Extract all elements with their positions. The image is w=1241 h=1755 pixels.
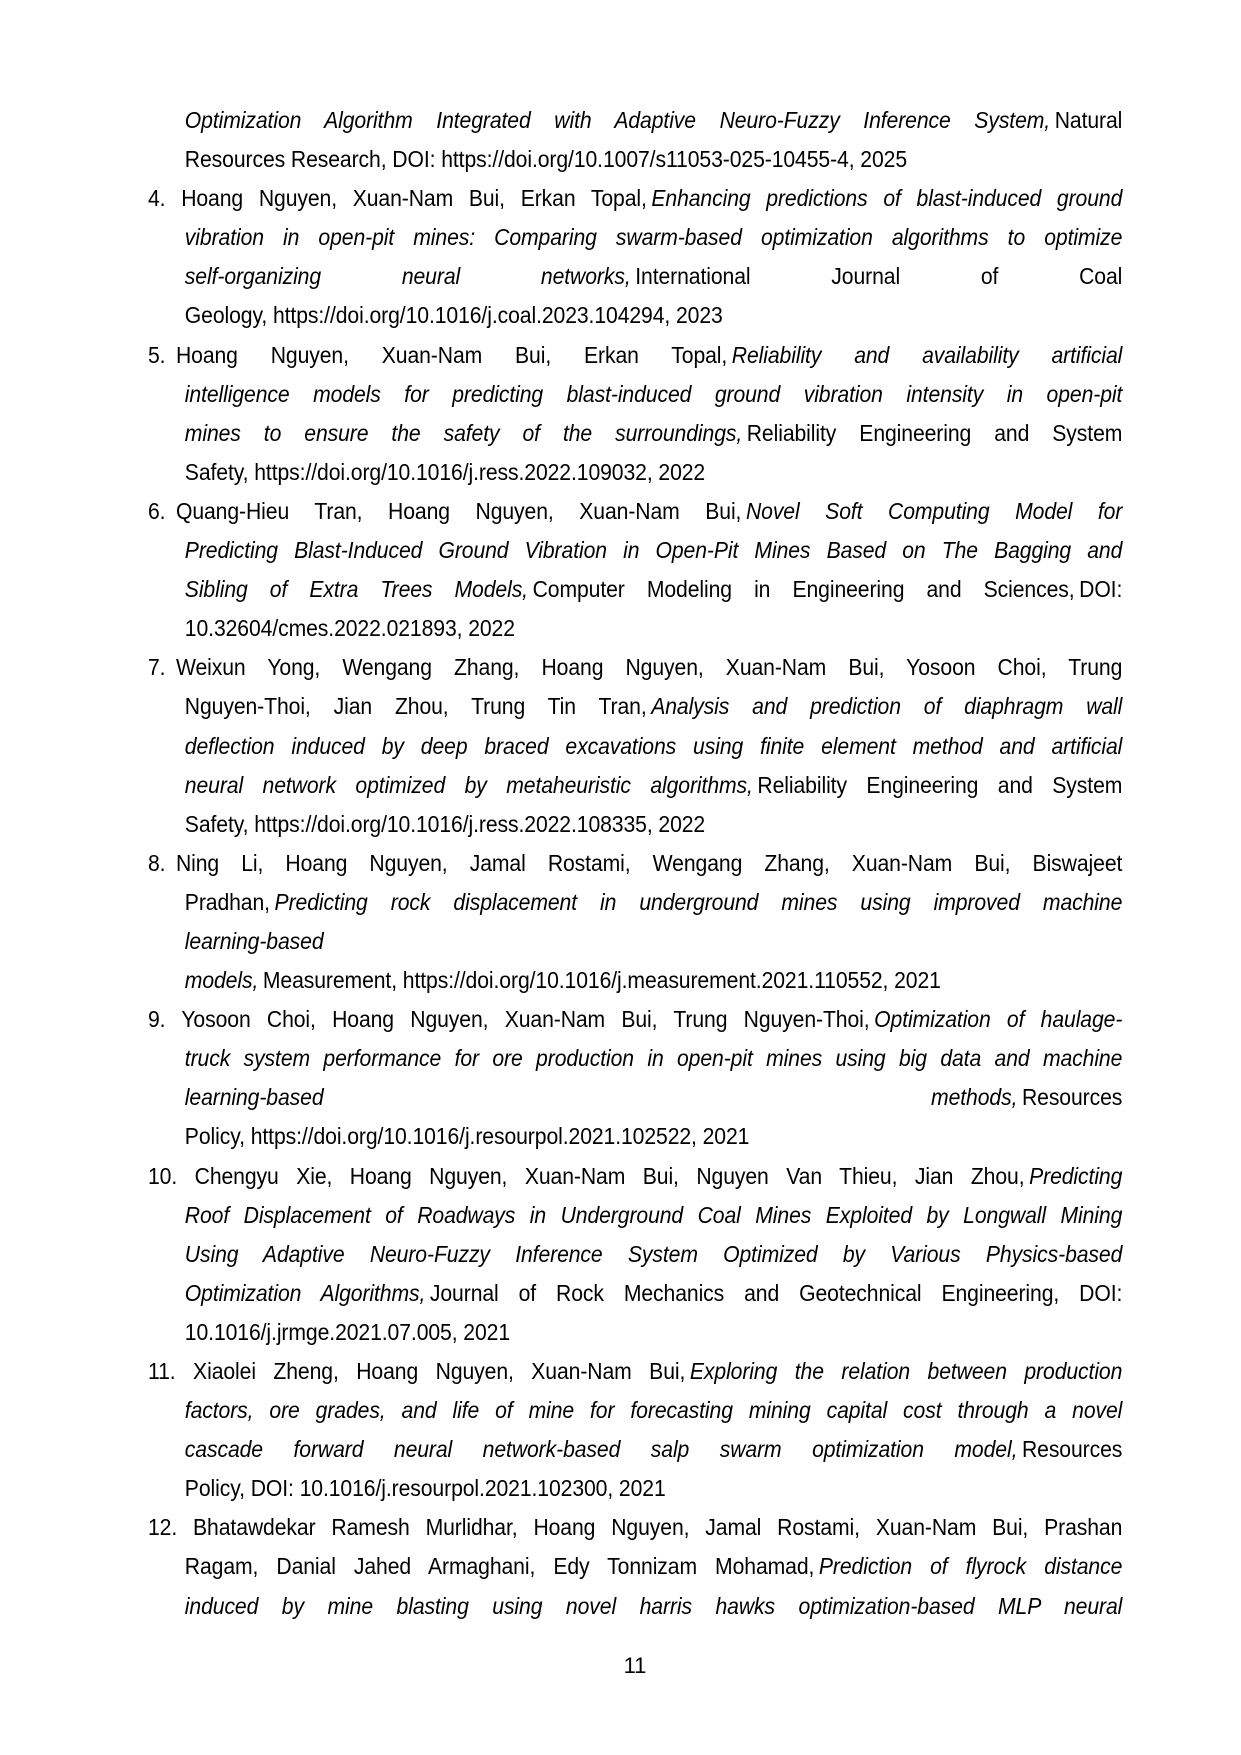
- text-run: Analysis and prediction of diaphragm wall: [651, 693, 1123, 720]
- reference-line: [185, 1587, 1122, 1626]
- reference-line: [148, 648, 1122, 687]
- reference-line: [148, 1508, 1122, 1547]
- reference-line: [185, 296, 1122, 335]
- reference-item: [148, 844, 1122, 1000]
- reference-line: [185, 922, 1122, 961]
- reference-line: [148, 844, 1122, 883]
- reference-line: [185, 883, 1122, 922]
- reference-list: [148, 101, 1122, 1626]
- reference-item: [148, 648, 1122, 843]
- reference-line: [185, 609, 1122, 648]
- text-run: Enhancing predictions of blast-induced ground: [651, 185, 1123, 212]
- text-run: Reliability Engineering and System: [746, 419, 1123, 446]
- reference-line: [185, 766, 1122, 805]
- text-run: Resources: [1021, 1084, 1123, 1111]
- reference-item: [148, 1352, 1122, 1508]
- reference-line: [148, 336, 1122, 375]
- reference-line: [185, 414, 1122, 453]
- text-run: Measurement, https://doi.org/10.1016/j.measurement.2021.110552, 2021: [262, 967, 941, 994]
- reference-line: [185, 257, 1122, 296]
- text-run: Optimization of haulage-: [874, 1006, 1123, 1033]
- text-run: factors, ore grades, and life of mine for forecasting mining capital cost through a novel: [184, 1397, 1123, 1424]
- reference-line: [185, 1313, 1122, 1352]
- text-run: Optimization Algorithm Integrated with Adaptive Neuro-Fuzzy Inference System,: [184, 107, 1051, 133]
- text-run: Natural: [1054, 107, 1123, 133]
- text-run: Optimization Algorithms,: [184, 1279, 426, 1306]
- reference-line: [185, 1469, 1122, 1508]
- reference-line: [185, 1430, 1122, 1469]
- text-run: Resources Research, DOI: https://doi.org/10.1007/s11053-025-10455-4, 2025: [184, 146, 908, 173]
- reference-line: [185, 453, 1122, 492]
- reference-line: [185, 961, 1122, 1000]
- reference-line: [148, 1000, 1122, 1039]
- text-run: learning-based: [184, 1084, 324, 1111]
- reference-line: [185, 570, 1122, 609]
- line-right-group: [931, 1078, 1122, 1117]
- text-run: Predicting rock displacement in underground mines using improved machine: [274, 888, 1123, 915]
- reference-line: [185, 1196, 1122, 1235]
- text-run: intelligence models for predicting blast-induced ground vibration intensity in open-pit: [184, 380, 1123, 407]
- text-run: self-organizing neural networks,: [184, 263, 631, 290]
- reference-line: [185, 531, 1122, 570]
- text-run: Roof Displacement of Roadways in Underground Coal Mines Exploited by Longwall Mining: [184, 1201, 1123, 1228]
- reference-line: [185, 1078, 1122, 1117]
- text-run: 8. Ning Li, Hoang Nguyen, Jamal Rostami, Wengang Zhang, Xuan-Nam Bui, Biswajeet: [148, 849, 1123, 876]
- text-run: learning-based: [184, 927, 324, 954]
- text-run: Policy, https://doi.org/10.1016/j.resourpol.2021.102522, 2021: [184, 1123, 750, 1150]
- text-run: Policy, DOI: 10.1016/j.resourpol.2021.102300, 2021: [184, 1475, 666, 1502]
- reference-item: [148, 492, 1122, 648]
- text-run: DOI:: [1079, 576, 1123, 603]
- text-run: Reliability and availability artificial: [731, 341, 1123, 368]
- line-left-group: [185, 1078, 324, 1117]
- text-run: Geology, https://doi.org/10.1016/j.coal.2023.104294, 2023: [184, 302, 723, 329]
- reference-item: [148, 179, 1122, 335]
- reference-line: [185, 805, 1122, 844]
- text-run: International Journal of Coal: [635, 263, 1123, 290]
- reference-line: [148, 179, 1122, 218]
- reference-line: [185, 101, 1122, 140]
- text-run: Reliability Engineering and System: [757, 771, 1123, 798]
- text-run: Ragam, Danial Jahed Armaghani, Edy Tonnizam Mohamad,: [184, 1553, 815, 1580]
- reference-line: [185, 375, 1122, 414]
- text-run: Resources: [1021, 1436, 1123, 1463]
- text-run: Using Adaptive Neuro-Fuzzy Inference System Optimized by Various Physics-based: [184, 1240, 1123, 1267]
- reference-line: [185, 140, 1122, 179]
- text-run: deflection induced by deep braced excavations using finite element method and artificial: [184, 732, 1123, 759]
- text-run: 12. Bhatawdekar Ramesh Murlidhar, Hoang Nguyen, Jamal Rostami, Xuan-Nam Bui, Prashan: [148, 1514, 1123, 1541]
- text-run: 5. Hoang Nguyen, Xuan-Nam Bui, Erkan Topal,: [148, 341, 728, 368]
- text-run: Safety, https://doi.org/10.1016/j.ress.2022.108335, 2022: [184, 810, 706, 837]
- reference-line: [148, 1352, 1122, 1391]
- reference-line: [185, 687, 1122, 726]
- page-number: 11: [623, 1653, 647, 1678]
- text-run: Safety, https://doi.org/10.1016/j.ress.2022.109032, 2022: [184, 458, 706, 485]
- reference-line: [185, 727, 1122, 766]
- text-run: 10.1016/j.jrmge.2021.07.005, 2021: [184, 1318, 511, 1345]
- text-run: methods,: [931, 1084, 1018, 1111]
- reference-line: [148, 492, 1122, 531]
- text-run: 4. Hoang Nguyen, Xuan-Nam Bui, Erkan Topal,: [148, 185, 647, 212]
- reference-line: [185, 1039, 1122, 1078]
- reference-item: [148, 336, 1122, 492]
- text-run: 7. Weixun Yong, Wengang Zhang, Hoang Nguyen, Xuan-Nam Bui, Yosoon Choi, Trung: [148, 654, 1123, 681]
- text-run: neural network optimized by metaheuristic algorithms,: [184, 771, 753, 798]
- text-run: cascade forward neural network-based salp swarm optimization model,: [184, 1436, 1018, 1463]
- text-run: 11. Xiaolei Zheng, Hoang Nguyen, Xuan-Nam Bui,: [148, 1358, 686, 1384]
- reference-line: [185, 218, 1122, 257]
- text-run: induced by mine blasting using novel harris hawks optimization-based MLP neural: [184, 1592, 1123, 1619]
- reference-line: [185, 1117, 1122, 1156]
- text-run: Sibling of Extra Trees Models,: [184, 576, 528, 603]
- text-run: Computer Modeling in Engineering and Sciences,: [532, 576, 1075, 603]
- text-run: Exploring the relation between production: [689, 1358, 1123, 1384]
- reference-item: [148, 1000, 1122, 1156]
- reference-line: [185, 1235, 1122, 1274]
- text-run: Predicting: [1029, 1162, 1123, 1189]
- reference-line: [185, 1391, 1122, 1430]
- text-run: vibration in open-pit mines: Comparing swarm-based optimization algorithms to optimize: [184, 224, 1123, 251]
- reference-item: [148, 1508, 1122, 1625]
- reference-line: [185, 1547, 1122, 1586]
- text-run: mines to ensure the safety of the surroundings,: [184, 419, 743, 446]
- text-run: Nguyen-Thoi, Jian Zhou, Trung Tin Tran,: [184, 693, 647, 720]
- text-run: Novel Soft Computing Model for: [745, 497, 1123, 524]
- reference-line: [185, 1274, 1122, 1313]
- reference-item: [148, 1157, 1122, 1352]
- reference-line: [148, 1157, 1122, 1196]
- text-run: 6. Quang-Hieu Tran, Hoang Nguyen, Xuan-Nam Bui,: [148, 497, 742, 524]
- text-run: Prediction of flyrock distance: [818, 1553, 1123, 1580]
- text-run: models,: [184, 967, 259, 994]
- text-run: 10.32604/cmes.2022.021893, 2022: [184, 615, 515, 642]
- text-run: Predicting Blast-Induced Ground Vibration in Open-Pit Mines Based on The Bagging and: [184, 537, 1123, 564]
- text-run: 10. Chengyu Xie, Hoang Nguyen, Xuan-Nam Bui, Nguyen Van Thieu, Jian Zhou,: [148, 1162, 1025, 1189]
- text-run: Journal of Rock Mechanics and Geotechnical Engineering, DOI:: [429, 1279, 1123, 1306]
- reference-item: [148, 101, 1122, 179]
- text-run: Pradhan,: [184, 888, 270, 915]
- text-run: 9. Yosoon Choi, Hoang Nguyen, Xuan-Nam Bui, Trung Nguyen-Thoi,: [148, 1006, 870, 1033]
- text-run: truck system performance for ore production in open-pit mines using big data and machine: [184, 1045, 1123, 1072]
